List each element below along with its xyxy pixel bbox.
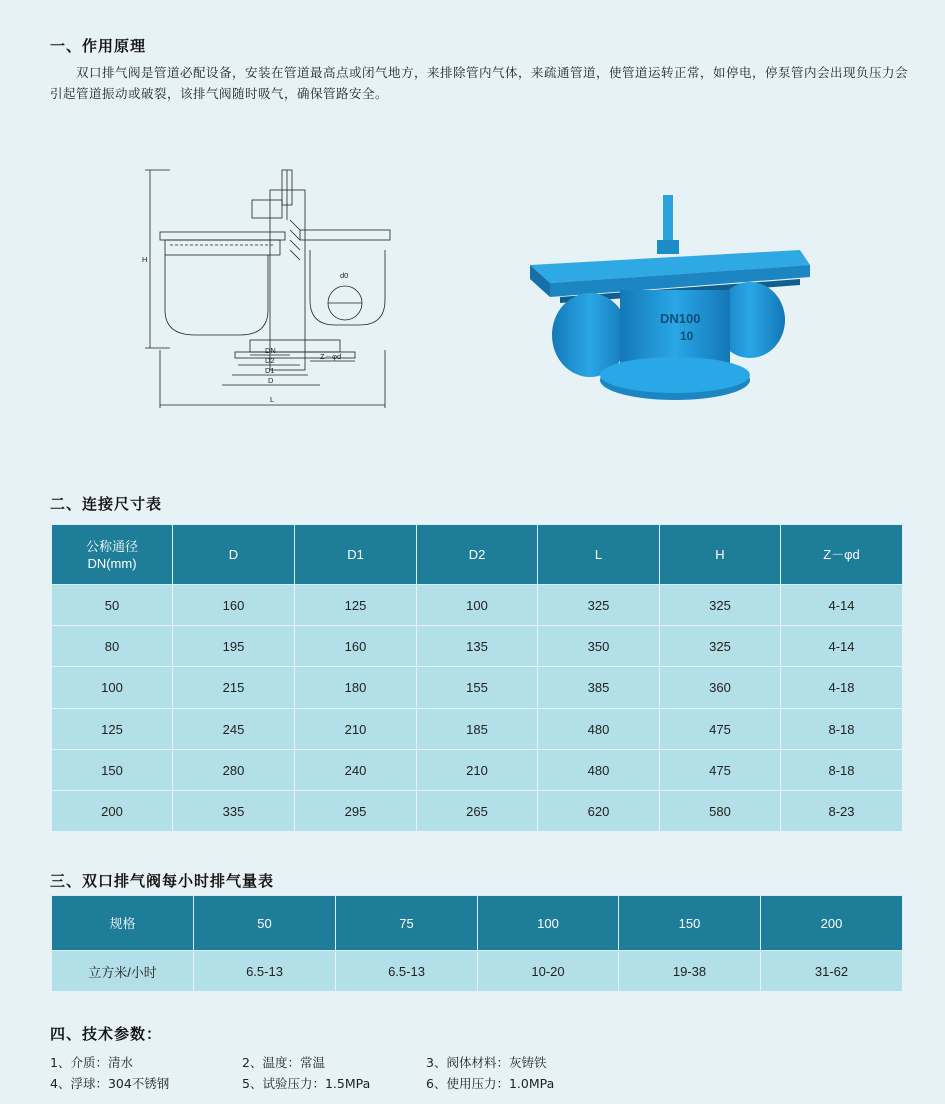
header-size: 200 (761, 896, 903, 951)
table-cell: 360 (660, 667, 781, 709)
table-cell: 475 (660, 750, 781, 791)
table-cell: 155 (417, 667, 538, 709)
header-size: 50 (194, 896, 336, 951)
table-row (52, 951, 903, 992)
section-title-dimensions: 二、连接尺寸表 (50, 495, 163, 513)
table-cell: 240 (295, 750, 417, 791)
table-cell: 6.5-13 (194, 951, 336, 992)
table-cell: 150 (52, 750, 173, 791)
header-D1: D1 (295, 525, 417, 585)
table-cell: 4-14 (781, 626, 903, 667)
header-H: H (660, 525, 781, 585)
table-cell: 125 (295, 585, 417, 626)
dim-D: D (268, 376, 274, 385)
dim-D2: D2 (265, 356, 275, 365)
table-cell: 160 (173, 585, 295, 626)
table-cell: 100 (52, 667, 173, 709)
table-cell: 295 (295, 791, 417, 832)
table-cell: 4-14 (781, 585, 903, 626)
section-title-exhaust-volume: 三、双口排气阀每小时排气量表 (50, 872, 275, 890)
table-cell: 8-23 (781, 791, 903, 832)
valve-technical-drawing (140, 160, 400, 415)
header-dn: 公称通径 DN(mm) (52, 525, 173, 585)
header-size: 150 (619, 896, 761, 951)
header-size: 75 (336, 896, 478, 951)
table-cell: 8-18 (781, 709, 903, 750)
header-L: L (538, 525, 660, 585)
table-cell: 180 (295, 667, 417, 709)
photo-marking-dn: DN100 (660, 311, 701, 326)
table-cell: 10-20 (478, 951, 619, 992)
header-Z: Z－φd (781, 525, 903, 585)
table-cell: 480 (538, 709, 660, 750)
param-temperature: 2、温度：常温 (242, 1055, 325, 1070)
dim-D1: D1 (265, 366, 275, 375)
table-cell: 8-18 (781, 750, 903, 791)
table-cell: 350 (538, 626, 660, 667)
table-cell: 325 (660, 626, 781, 667)
header-D2: D2 (417, 525, 538, 585)
table-row (52, 585, 903, 626)
header-size: 100 (478, 896, 619, 951)
table-cell: 200 (52, 791, 173, 832)
table-cell: 80 (52, 626, 173, 667)
param-body-material: 3、阀体材料：灰铸铁 (426, 1055, 547, 1070)
table-cell: 50 (52, 585, 173, 626)
table-cell: 185 (417, 709, 538, 750)
exhaust-volume-table (51, 895, 903, 992)
table-cell: 195 (173, 626, 295, 667)
table-cell: 100 (417, 585, 538, 626)
section-title-tech-params: 四、技术参数： (50, 1025, 163, 1043)
table-row (52, 750, 903, 791)
exhaust-header-row (52, 896, 903, 951)
principle-text: 双口排气阀是管道必配设备，安装在管道最高点或闭气地方，来排除管内气体，来疏通管道，使管道运转正常，如停电，停泵管内会出现负压力会引起管道振动或破裂，该排气阀随时吸气，确保管路安全。 (50, 65, 909, 101)
dimensions-table (51, 524, 903, 832)
table-cell: 265 (417, 791, 538, 832)
table-cell: 385 (538, 667, 660, 709)
param-test-pressure: 5、试验压力：1.5MPa (242, 1076, 371, 1091)
dimensions-header-row (52, 525, 903, 585)
table-cell: 210 (417, 750, 538, 791)
table-cell: 580 (660, 791, 781, 832)
table-cell: 335 (173, 791, 295, 832)
table-cell: 4-18 (781, 667, 903, 709)
table-cell: 245 (173, 709, 295, 750)
table-cell: 125 (52, 709, 173, 750)
table-cell: 19-38 (619, 951, 761, 992)
table-row (52, 667, 903, 709)
table-row (52, 709, 903, 750)
table-row (52, 791, 903, 832)
table-row (52, 626, 903, 667)
table-cell: 480 (538, 750, 660, 791)
header-spec: 规格 (52, 896, 194, 951)
table-cell: 6.5-13 (336, 951, 478, 992)
table-cell: 立方米/小时 (52, 951, 194, 992)
table-cell: 620 (538, 791, 660, 832)
dim-d0: d0 (340, 271, 349, 280)
header-D: D (173, 525, 295, 585)
dim-Z: Z－φd (320, 352, 342, 361)
table-cell: 325 (538, 585, 660, 626)
valve-product-image (520, 185, 820, 410)
table-cell: 215 (173, 667, 295, 709)
table-cell: 160 (295, 626, 417, 667)
dim-H: H (142, 255, 148, 264)
table-cell: 325 (660, 585, 781, 626)
table-cell: 210 (295, 709, 417, 750)
param-working-pressure: 6、使用压力：1.0MPa (426, 1076, 555, 1091)
dim-DN: DN (265, 346, 276, 355)
photo-marking-pn: 10 (680, 329, 694, 343)
dim-L: L (270, 395, 275, 404)
param-float: 4、浮球：304不锈钢 (50, 1076, 170, 1091)
table-cell: 280 (173, 750, 295, 791)
table-cell: 475 (660, 709, 781, 750)
param-medium: 1、介质：清水 (50, 1055, 133, 1070)
section-title-principle: 一、作用原理 (50, 37, 147, 55)
table-cell: 31-62 (761, 951, 903, 992)
table-cell: 135 (417, 626, 538, 667)
